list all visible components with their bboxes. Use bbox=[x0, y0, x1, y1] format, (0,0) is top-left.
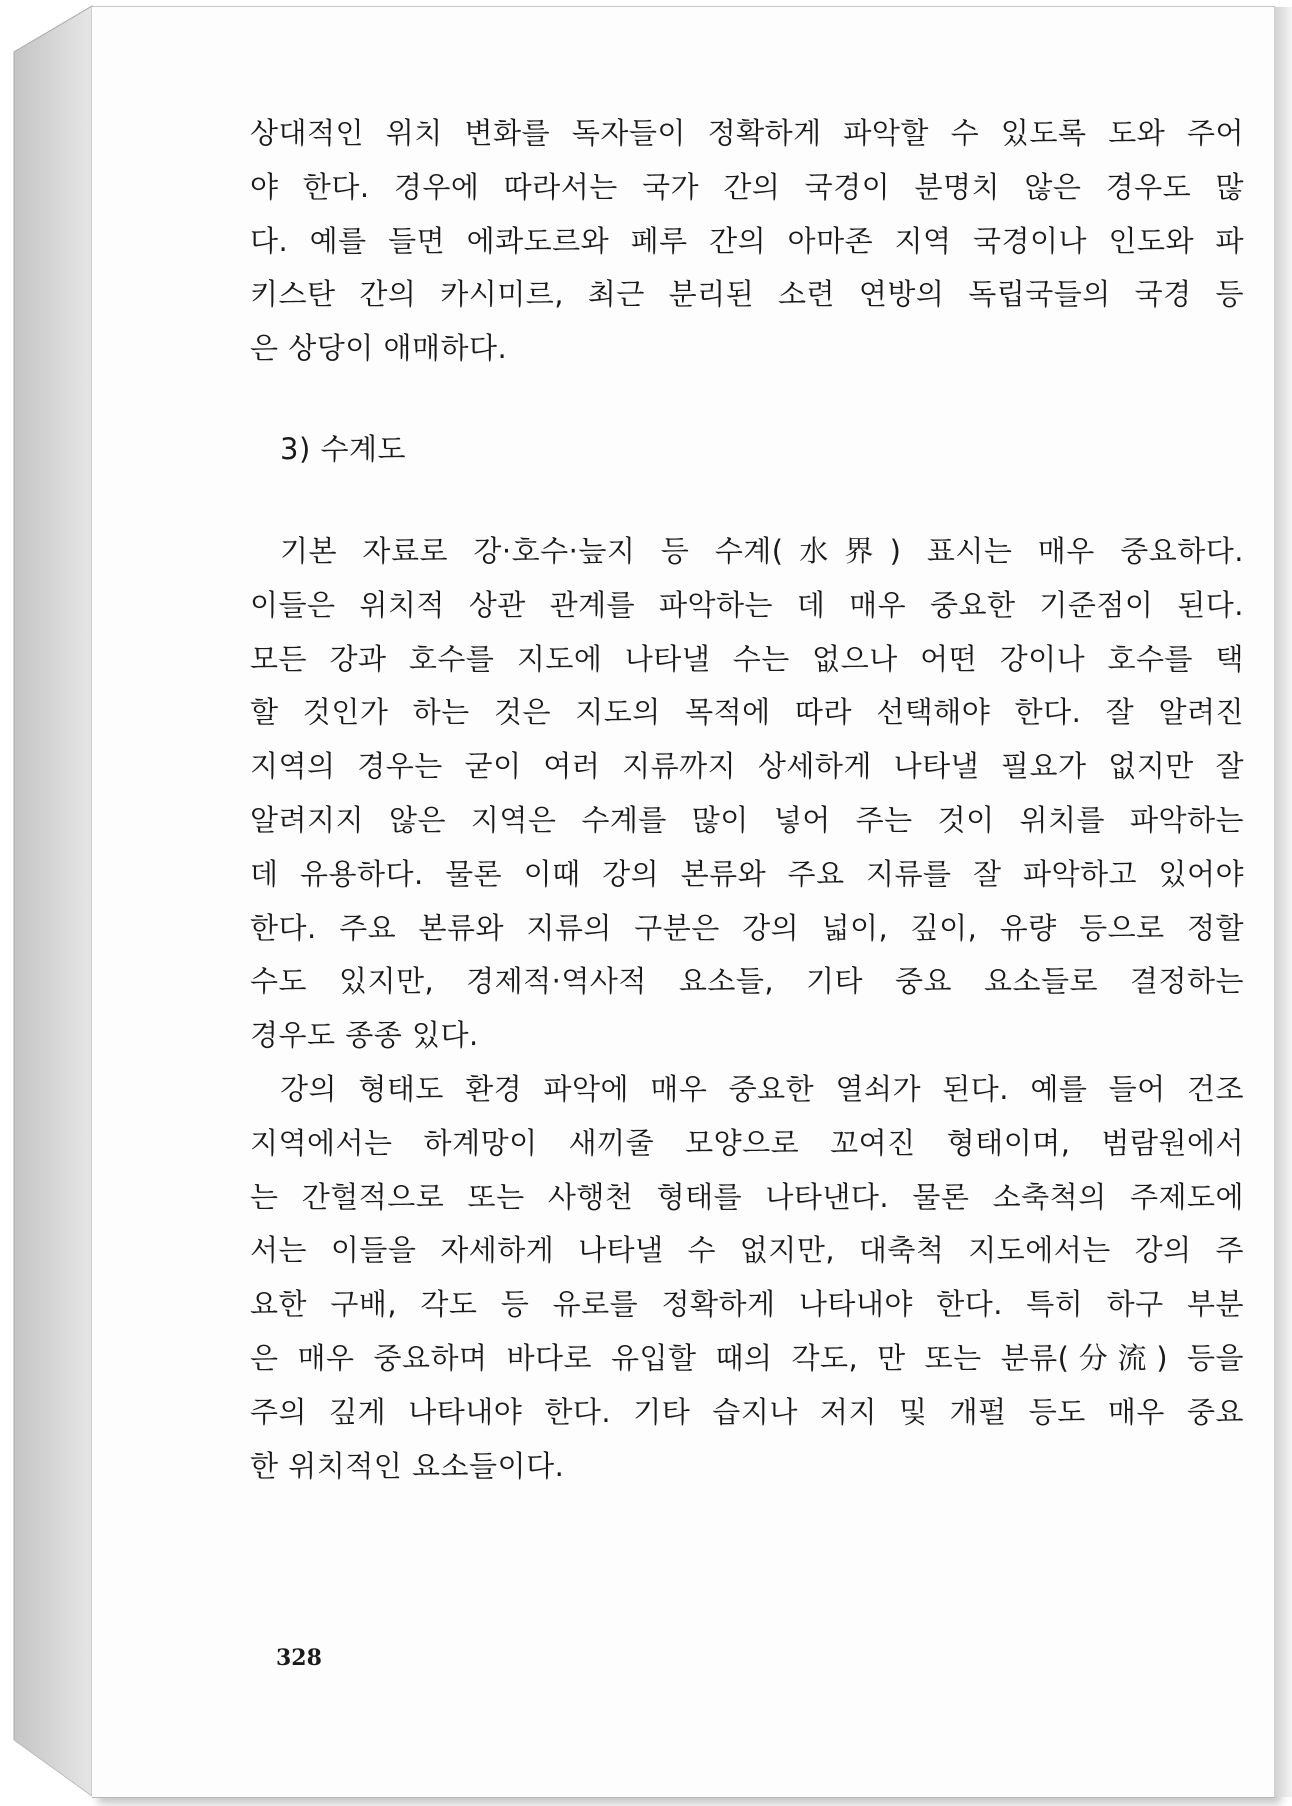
text-line: 강의 형태도 환경 파악에 매우 중요한 열쇠가 된다. 예를 들어 건조 bbox=[280, 1071, 1244, 1106]
text-line: 상대적인 위치 변화를 독자들이 정확하게 파악할 수 있도록 도와 주어 bbox=[250, 116, 1244, 150]
section-heading: 3) 수계도 bbox=[280, 432, 407, 466]
text-line: 다. 예를 들면 에콰도르와 페루 간의 아마존 지역 국경이나 인도와 파 bbox=[250, 223, 1244, 258]
text-line: 야 한다. 경우에 따라서는 국가 간의 국경이 분명치 않은 경우도 많 bbox=[250, 169, 1244, 204]
text-line: 기본 자료로 강·호수·늪지 등 수계(水界) 표시는 매우 중요하다. bbox=[280, 534, 1244, 568]
book-page bbox=[92, 6, 1275, 1798]
text-line: 경우도 종종 있다. bbox=[250, 1018, 479, 1053]
page-number: 328 bbox=[276, 1645, 322, 1671]
body-text bbox=[250, 525, 1244, 1493]
text-line: 이들은 위치적 상관 관계를 파악하는 데 매우 중요한 기준점이 된다. bbox=[250, 587, 1244, 622]
text-line: 할 것인가 하는 것은 지도의 목적에 따라 선택해야 한다. 잘 알려진 bbox=[250, 695, 1244, 730]
text-line: 주의 깊게 나타내야 한다. 기타 습지나 저지 및 개펄 등도 매우 중요 bbox=[250, 1394, 1244, 1429]
paragraph-2 bbox=[250, 1063, 1244, 1493]
text-line: 서는 이들을 자세하게 나타낼 수 없지만, 대축척 지도에서는 강의 주 bbox=[250, 1233, 1244, 1268]
text-line: 은 상당이 애매하다. bbox=[250, 331, 508, 366]
text-line: 한 위치적인 요소들이다. bbox=[250, 1448, 565, 1483]
text-line: 키스탄 간의 카시미르, 최근 분리된 소련 연방의 독립국들의 국경 등 bbox=[250, 277, 1244, 312]
text-line: 지역의 경우는 굳이 여러 지류까지 상세하게 나타낼 필요가 없지만 잘 bbox=[250, 749, 1244, 784]
page-edge bbox=[1274, 7, 1292, 1797]
text-line: 요한 구배, 각도 등 유로를 정확하게 나타내야 한다. 특히 하구 부분 bbox=[250, 1287, 1244, 1322]
section-top-text bbox=[250, 107, 1244, 376]
text-line: 데 유용하다. 물론 이때 강의 본류와 주요 지류를 잘 파악하고 있어야 bbox=[250, 856, 1244, 891]
text-line: 모든 강과 호수를 지도에 나타낼 수는 없으나 어떤 강이나 호수를 택 bbox=[250, 641, 1244, 676]
paragraph-1 bbox=[250, 525, 1244, 1063]
text-line: 는 간헐적으로 또는 사행천 형태를 나타낸다. 물론 소축척의 주제도에 bbox=[250, 1179, 1244, 1214]
text-line: 지역에서는 하계망이 새끼줄 모양으로 꼬여진 형태이며, 범람원에서 bbox=[250, 1125, 1244, 1160]
text-line: 수도 있지만, 경제적·역사적 요소들, 기타 중요 요소들로 결정하는 bbox=[250, 964, 1244, 999]
text-line: 알려지지 않은 지역은 수계를 많이 넣어 주는 것이 위치를 파악하는 bbox=[250, 802, 1244, 837]
text-line: 한다. 주요 본류와 지류의 구분은 강의 넓이, 깊이, 유량 등으로 정할 bbox=[250, 910, 1244, 945]
paragraph-continued bbox=[250, 107, 1244, 376]
text-line: 은 매우 중요하며 바다로 유입할 때의 각도, 만 또는 분류(分流) 등을 bbox=[250, 1340, 1244, 1375]
